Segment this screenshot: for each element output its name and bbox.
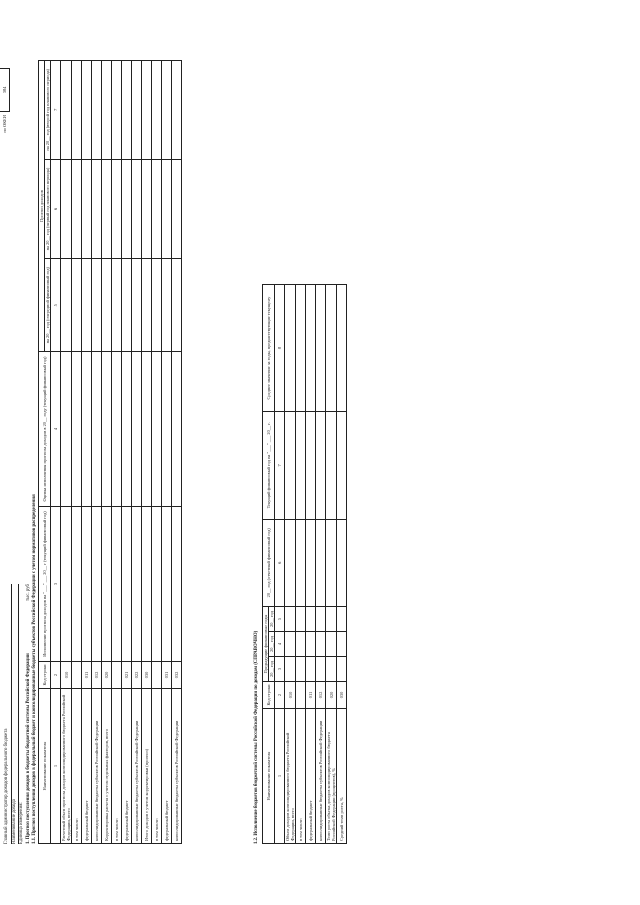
value-cell[interactable]	[337, 607, 347, 632]
col-number: 5	[275, 607, 285, 632]
row-label: в том числе:	[296, 709, 306, 844]
row-label: Объем доходов консолидированного бюджета Российской Федерации, всего	[285, 709, 296, 844]
col-name: Наименование показателя	[263, 709, 275, 844]
row-label: консолидированные бюджеты субъектов Российской Федерации	[92, 689, 102, 844]
col-year-3: 20__ год	[269, 607, 275, 632]
codes-box	[0, 60, 10, 170]
row-code: 032	[172, 662, 182, 689]
value-cell[interactable]	[72, 159, 82, 259]
value-cell[interactable]	[82, 159, 92, 259]
col-forecast: Прогноз доходов	[39, 61, 45, 352]
col-year-2: 20__ год	[269, 632, 275, 657]
section-1-title: 1. Прогноз поступления доходов в бюджеты бюджетной системы Российской Федерации	[26, 653, 31, 844]
value-cell[interactable]	[306, 519, 316, 606]
value-cell[interactable]	[142, 61, 152, 160]
row-label: в том числе:	[72, 689, 82, 844]
meta-administrator: Главный администратор доходов федерального бюджета	[4, 584, 12, 844]
value-cell[interactable]	[152, 61, 162, 160]
value-cell[interactable]	[316, 285, 326, 412]
value-cell[interactable]	[337, 285, 347, 412]
execution-table	[262, 284, 347, 844]
col-trend: Текущий финансовый год на "___" ___ 20__ г.	[263, 412, 275, 519]
value-cell[interactable]	[337, 632, 347, 657]
value-cell[interactable]	[92, 507, 102, 662]
value-cell[interactable]	[82, 61, 92, 160]
row-label: в том числе:	[112, 689, 122, 844]
value-cell[interactable]	[162, 507, 172, 662]
value-cell[interactable]	[122, 259, 132, 352]
row-code: 020	[326, 682, 337, 709]
row-label: Средний темп роста, %	[337, 709, 347, 844]
col-number: 4	[51, 352, 61, 507]
value-cell[interactable]	[122, 507, 132, 662]
value-cell[interactable]	[296, 285, 306, 412]
col-forecast-3: на 20__ год (второй год планового периода)	[45, 61, 51, 160]
col-number: 3	[275, 657, 285, 682]
table-row	[102, 61, 112, 844]
value-cell[interactable]	[92, 352, 102, 507]
row-code: 021	[122, 662, 132, 689]
row-label: федеральный бюджет	[122, 689, 132, 844]
col-number: 2	[275, 682, 285, 709]
value-cell[interactable]	[132, 352, 142, 507]
col-estimate: Оценка исполнения прогноза доходов в 20__ году (текущий финансовый год)	[39, 352, 51, 507]
table-row	[132, 61, 142, 844]
value-cell[interactable]	[82, 352, 92, 507]
value-cell[interactable]	[326, 607, 337, 632]
col-number: 6	[51, 159, 61, 259]
value-cell[interactable]	[316, 657, 326, 682]
value-cell[interactable]	[61, 259, 72, 352]
value-cell[interactable]	[306, 632, 316, 657]
table-row	[316, 285, 326, 844]
code-label: по ОКЕИ	[2, 115, 7, 133]
col-year-1: 20__ год	[269, 657, 275, 682]
value-cell[interactable]	[326, 285, 337, 412]
row-label: федеральный бюджет	[162, 689, 172, 844]
value-cell[interactable]	[72, 352, 82, 507]
value-cell[interactable]	[296, 607, 306, 632]
col-number: 5	[51, 259, 61, 352]
table-row	[306, 285, 316, 844]
value-cell[interactable]	[285, 607, 296, 632]
row-code: 011	[306, 682, 316, 709]
row-label: консолидированные бюджеты субъектов Российской Федерации	[172, 689, 182, 844]
value-cell[interactable]	[296, 412, 306, 519]
value-cell[interactable]	[112, 61, 122, 160]
value-cell[interactable]	[316, 607, 326, 632]
row-code	[112, 662, 122, 689]
row-label: Темп роста объема доходов консолидированного бюджета Российской Федерации (процентов), %	[326, 709, 337, 844]
col-number: 8	[275, 285, 285, 412]
meta-income-name: Наименование дохода	[12, 584, 20, 844]
value-cell[interactable]	[122, 61, 132, 160]
value-cell[interactable]	[326, 519, 337, 606]
value-cell[interactable]	[285, 412, 296, 519]
value-cell[interactable]	[112, 159, 122, 259]
value-cell[interactable]	[82, 259, 92, 352]
row-code	[152, 662, 162, 689]
row-code: 012	[316, 682, 326, 709]
value-cell[interactable]	[306, 285, 316, 412]
value-cell[interactable]	[132, 61, 142, 160]
value-cell[interactable]	[172, 507, 182, 662]
col-number: 7	[275, 412, 285, 519]
value-cell[interactable]	[285, 632, 296, 657]
table-row	[285, 285, 296, 844]
col-exec: Исполнение прогноза доходов на "___" ___ 20__ г (текущий финансовый год)	[39, 507, 51, 662]
value-cell[interactable]	[316, 519, 326, 606]
value-cell[interactable]	[102, 507, 112, 662]
col-number: 7	[51, 61, 61, 160]
value-cell[interactable]	[132, 159, 142, 259]
value-cell[interactable]	[152, 259, 162, 352]
table-row	[296, 285, 306, 844]
value-cell[interactable]	[61, 159, 72, 259]
row-code: 011	[82, 662, 92, 689]
value-cell[interactable]	[285, 657, 296, 682]
col-code: Код строки	[39, 662, 51, 689]
row-label: Корректировка расчета с учетом отдельных факторов, всего	[102, 689, 112, 844]
value-cell[interactable]	[112, 352, 122, 507]
value-cell[interactable]	[306, 607, 316, 632]
value-cell[interactable]	[61, 507, 72, 662]
table-row	[337, 285, 347, 844]
forecast-table	[38, 60, 182, 844]
table-row	[326, 285, 337, 844]
value-cell[interactable]	[162, 159, 172, 259]
row-label: федеральный бюджет	[306, 709, 316, 844]
value-cell[interactable]	[61, 352, 72, 507]
table-row	[162, 61, 172, 844]
value-cell[interactable]	[112, 259, 122, 352]
row-code: 030	[337, 682, 347, 709]
col-number: 6	[275, 519, 285, 606]
row-code: 022	[132, 662, 142, 689]
value-cell[interactable]	[122, 352, 132, 507]
code-value: 384	[0, 68, 10, 112]
value-cell[interactable]	[142, 352, 152, 507]
row-label: консолидированные бюджеты субъектов Российской Федерации	[132, 689, 142, 844]
value-cell[interactable]	[92, 61, 102, 160]
value-cell[interactable]	[142, 159, 152, 259]
value-cell[interactable]	[92, 159, 102, 259]
value-cell[interactable]	[296, 657, 306, 682]
value-cell[interactable]	[337, 657, 347, 682]
value-cell[interactable]	[162, 61, 172, 160]
value-cell[interactable]	[337, 519, 347, 606]
value-cell[interactable]	[316, 412, 326, 519]
table-row	[152, 61, 162, 844]
value-cell[interactable]	[326, 657, 337, 682]
value-cell[interactable]	[172, 259, 182, 352]
value-cell[interactable]	[112, 507, 122, 662]
row-label: Итого доходов с учетом корректировки (прогноз)	[142, 689, 152, 844]
value-cell[interactable]	[152, 507, 162, 662]
value-cell[interactable]	[132, 507, 142, 662]
table-row	[122, 61, 132, 844]
value-cell[interactable]	[72, 61, 82, 160]
table-row	[112, 61, 122, 844]
col-name: Наименование показателя	[39, 689, 51, 844]
row-label: в том числе:	[152, 689, 162, 844]
value-cell[interactable]	[162, 352, 172, 507]
col-code: Код строки	[263, 682, 275, 709]
value-cell[interactable]	[92, 259, 102, 352]
value-cell[interactable]	[296, 519, 306, 606]
value-cell[interactable]	[152, 159, 162, 259]
row-code	[296, 682, 306, 709]
value-cell[interactable]	[102, 61, 112, 160]
value-cell[interactable]	[72, 507, 82, 662]
table-row	[172, 61, 182, 844]
row-label: консолидированные бюджеты субъектов Российской Федерации	[316, 709, 326, 844]
meta-unit-label: Единица измерения:	[19, 802, 24, 844]
value-cell[interactable]	[162, 259, 172, 352]
col-number: 2	[51, 662, 61, 689]
col-prev-years: Предыдущие финансовые годы	[263, 607, 269, 682]
meta-unit-value: тыс. руб	[25, 584, 31, 601]
row-code: 031	[162, 662, 172, 689]
col-current-year: 20__ год (отчетный финансовый год)	[263, 519, 275, 606]
row-label: Расчетный объем прогноза доходов консолидированного бюджета Российской Федерации, всего	[61, 689, 72, 844]
value-cell[interactable]	[337, 412, 347, 519]
row-label: федеральный бюджет	[82, 689, 92, 844]
row-code: 010	[285, 682, 296, 709]
row-code: 030	[142, 662, 152, 689]
rotated-form-sheet	[0, 52, 344, 852]
value-cell[interactable]	[306, 657, 316, 682]
col-forecast-2: на 20__ год (первый год планового периода)	[45, 159, 51, 259]
value-cell[interactable]	[326, 632, 337, 657]
table-row	[82, 61, 92, 844]
row-code: 012	[92, 662, 102, 689]
value-cell[interactable]	[122, 159, 132, 259]
value-cell[interactable]	[142, 507, 152, 662]
col-number: 3	[51, 507, 61, 662]
table-row	[92, 61, 102, 844]
value-cell[interactable]	[132, 259, 142, 352]
value-cell[interactable]	[61, 61, 72, 160]
value-cell[interactable]	[306, 412, 316, 519]
value-cell[interactable]	[102, 159, 112, 259]
value-cell[interactable]	[142, 259, 152, 352]
col-number: 1	[51, 689, 61, 844]
col-number: 4	[275, 632, 285, 657]
table-row	[72, 61, 82, 844]
value-cell[interactable]	[316, 632, 326, 657]
value-cell[interactable]	[82, 507, 92, 662]
col-number: 1	[275, 709, 285, 844]
col-forecast-1: на 20__ год (очередной финансовый год)	[45, 259, 51, 352]
row-code: 010	[61, 662, 72, 689]
value-cell[interactable]	[102, 259, 112, 352]
section-1-2-title: 1.2. Исполнение бюджетов бюджетной системы Российской Федерации по доходам (СПРАВОЧНО)	[254, 630, 259, 844]
value-cell[interactable]	[326, 412, 337, 519]
value-cell[interactable]	[172, 159, 182, 259]
value-cell[interactable]	[172, 61, 182, 160]
value-cell[interactable]	[285, 285, 296, 412]
value-cell[interactable]	[285, 519, 296, 606]
table-row	[61, 61, 72, 844]
value-cell[interactable]	[296, 632, 306, 657]
row-code: 020	[102, 662, 112, 689]
col-average: Среднее значение за годы, предшествующие текущему	[263, 285, 275, 412]
value-cell[interactable]	[102, 352, 112, 507]
value-cell[interactable]	[152, 352, 162, 507]
value-cell[interactable]	[72, 259, 82, 352]
row-code	[72, 662, 82, 689]
value-cell[interactable]	[172, 352, 182, 507]
table-row	[142, 61, 152, 844]
section-1-1-title: 1.1. Прогноз поступления доходов в федеральный бюджет и консолидированные бюджеты субъектов Российской Федерации с учетом нормативов распределения	[32, 494, 37, 844]
